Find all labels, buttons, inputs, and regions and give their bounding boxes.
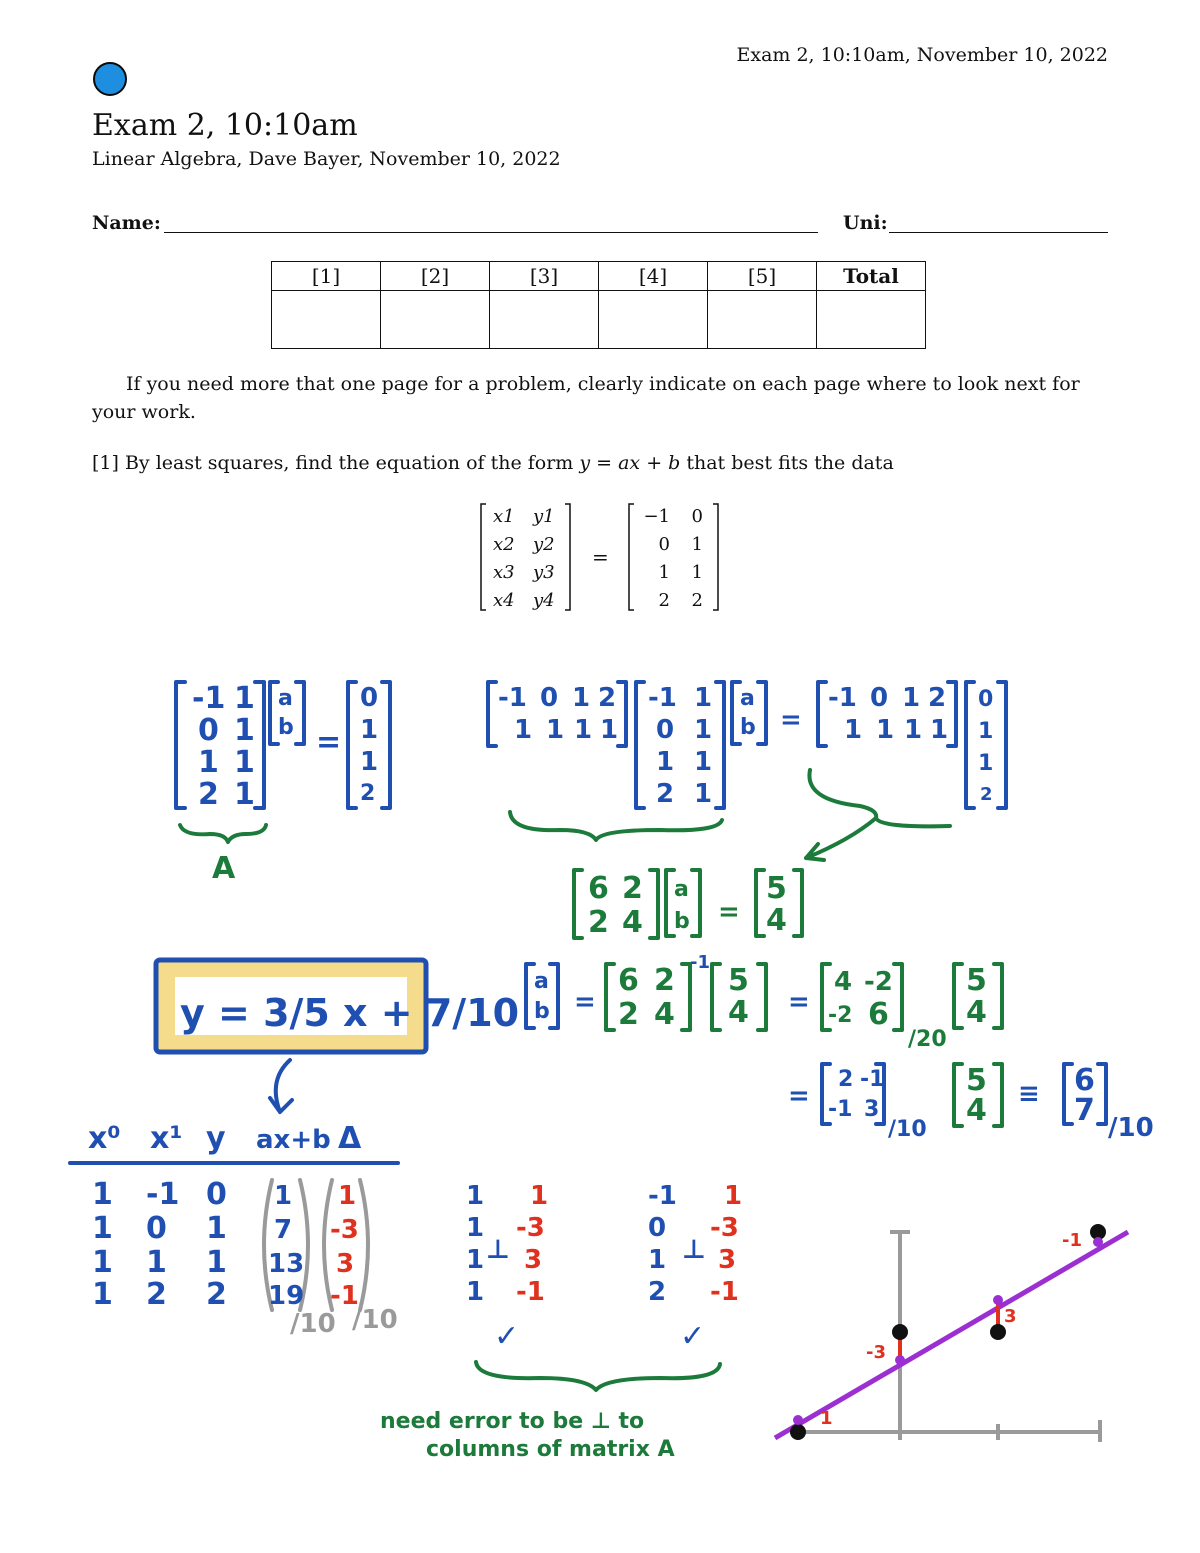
data-r1c2: 0 [691,506,703,527]
inverse-computation [526,952,1154,1143]
inv2-r2c1: -1 [828,1097,853,1122]
problem-1-text-before: By least squares, find the equation of the form [124,452,574,474]
y3: y3 [533,562,555,583]
reduced-system [574,870,802,940]
At-r1c3: 1 [572,683,591,713]
score-header-2: [2] [381,262,490,291]
plot-res-2: -3 [866,1342,886,1363]
At2-r1c2: 0 [870,683,889,713]
header-x0: x⁰ [88,1121,121,1156]
header-y: y [206,1121,226,1156]
x0-r3: 1 [92,1245,113,1280]
residual-table [70,1121,398,1339]
eq-sign-3: = [718,897,740,927]
data-r3c1: 1 [658,562,670,583]
A2-r4c2: 1 [694,779,713,809]
At2-r2c3: 1 [904,715,923,745]
delta-r4: -1 [330,1281,359,1311]
x1: x1 [493,506,515,527]
name-label: Name: [92,212,161,234]
At2-r2c4: 1 [930,715,949,745]
A2-r1c2: 1 [694,683,713,713]
aty-r1: 5 [766,871,787,906]
x4: x4 [493,590,515,611]
x1-r4: 2 [146,1277,167,1312]
ycol-r2: 1 [206,1211,227,1246]
At2-r2c1: 1 [844,715,863,745]
A-r2c2: 1 [234,713,255,748]
label-A: A [212,851,236,886]
perp-2: ⊥ [682,1235,706,1265]
y-r3: 1 [360,747,379,777]
approx-eq-sign: ≡ [1018,1079,1040,1109]
x1-r3: 1 [146,1245,167,1280]
chk2-x-r4: 2 [648,1277,667,1307]
At2-r2c2: 1 [876,715,895,745]
brace-under-A [180,825,266,842]
chk2-d-r2: -3 [710,1213,739,1243]
fit-plot [775,1224,1128,1442]
ata-r1c2: 2 [622,871,643,906]
eq-sign-2: = [780,705,802,735]
ycol-r4: 2 [206,1277,227,1312]
score-header-5: [5] [708,262,817,291]
delta-denominator: /10 [352,1305,398,1335]
instructions: If you need more that one page for a problem, clearly indicate on each page where to look next for your work. [92,373,1080,423]
eq-sign-6: = [788,1081,810,1111]
delta-r1: 1 [338,1181,357,1211]
sol-denominator: /10 [1108,1113,1154,1143]
orthogonality-checks [380,1181,742,1462]
eq-sign-4: = [574,987,596,1017]
A-r1c1: -1 [192,681,226,716]
brace-AtA [510,812,722,840]
header-fit: ax+b [256,1125,331,1155]
plot-res-3: 3 [1004,1306,1017,1327]
vec4-b: b [534,999,550,1024]
y-r4: 2 [360,781,376,806]
chk1-d-r3: 3 [524,1245,543,1275]
A-r4c1: 2 [198,777,219,812]
header-delta: Δ [338,1121,362,1156]
ata2-r1c1: 6 [618,963,639,998]
inv-denominator: /20 [908,1027,947,1052]
delta-r2: -3 [330,1215,359,1245]
sol-a: 6 [1074,1063,1095,1098]
perp-1: ⊥ [486,1235,510,1265]
chk2-x-r3: 1 [648,1245,667,1275]
chk2-x-r2: 0 [648,1213,667,1243]
aty2-r2: 4 [728,995,749,1030]
running-header: Exam 2, 10:10am, November 10, 2022 [736,44,1108,66]
ata-r2c2: 4 [622,905,643,940]
residual-segments [798,1232,1098,1432]
A-r4c2: 1 [234,777,255,812]
A2-r1c1: -1 [648,683,677,713]
data-r2c1: 0 [658,534,670,555]
eq-sign-5: = [788,987,810,1017]
data-r4c1: 2 [658,590,670,611]
At-r1c1: -1 [498,683,527,713]
ata-r2c1: 2 [588,905,609,940]
inv2-r1c2: -1 [860,1067,885,1092]
ycol-r3: 1 [206,1245,227,1280]
problem-1-label: [1] [92,452,119,474]
chk1-d-r2: -3 [516,1213,545,1243]
ata2-r2c1: 2 [618,997,639,1032]
data-r1c1: −1 [643,506,670,527]
x0-r2: 1 [92,1211,113,1246]
At2-r1c4: 2 [928,683,947,713]
score-header-total: Total [817,262,926,291]
check-2-icon: ✓ [680,1319,706,1354]
x3: x3 [493,562,515,583]
fit-r1: 1 [274,1181,293,1211]
exam-subtitle: Linear Algebra, Dave Bayer, November 10, 2022 [92,148,561,170]
vec2-b: b [740,715,756,740]
inv2-den-value: 10 [896,1117,927,1142]
y2-r3: 1 [978,751,994,776]
data-point-1 [790,1424,806,1440]
A-r3c1: 1 [198,745,219,780]
chk1-x-r2: 1 [466,1213,485,1243]
inv-r1c1: 4 [834,967,853,997]
ycol-r1: 0 [206,1177,227,1212]
fit-point-3 [993,1295,1003,1305]
A2-r2c1: 0 [656,715,675,745]
note-line-2: columns of matrix A [426,1437,675,1462]
chk2-d-r4: -1 [710,1277,739,1307]
normal-setup-equation [176,681,390,886]
ata2-r1c2: 2 [654,963,675,998]
A-r2c1: 0 [198,713,219,748]
aty3-r1: 5 [966,963,987,998]
x2: x2 [493,534,515,555]
aty4-r2: 4 [966,1093,987,1128]
inv-den-value: 20 [916,1027,947,1052]
x1-r1: -1 [146,1177,180,1212]
vec4-a: a [534,969,549,994]
delta-r3: 3 [336,1249,355,1279]
brace-checks [476,1362,720,1390]
inv2-r2c2: 3 [864,1097,880,1122]
y-r1: 0 [360,683,379,713]
chk1-x-r3: 1 [466,1245,485,1275]
At2-r1c1: -1 [828,683,857,713]
At-r2c2: 1 [546,715,565,745]
At-r1c4: 2 [598,683,617,713]
y-r2: 1 [360,715,379,745]
fit-r4: 19 [268,1281,305,1311]
vec3-a: a [674,877,689,902]
eq-sign-1: = [316,725,342,760]
chk1-x-r1: 1 [466,1181,485,1211]
A-r3c2: 1 [234,745,255,780]
arrow-to-system [806,818,876,860]
header-x1: x¹ [150,1121,183,1156]
At-r1c2: 0 [540,683,559,713]
ata2-r2c2: 4 [654,997,675,1032]
inv-r1c2: -2 [864,967,893,997]
data-point-2 [892,1324,908,1340]
vec-a: a [278,686,293,711]
uni-label: Uni: [843,212,888,234]
chk2-d-r3: 3 [718,1245,737,1275]
normal-equations [488,682,1006,860]
inv2-denominator: /10 [888,1117,927,1142]
plot-res-4: -1 [1062,1230,1082,1251]
answer-equation: y = 3/5 x + 7/10 [180,991,520,1035]
score-header-4: [4] [599,262,708,291]
chk1-d-r1: 1 [530,1181,549,1211]
y2-r2: 1 [978,719,994,744]
fit-r2: 7 [274,1215,293,1245]
brace-Aty [809,770,950,826]
x0-r4: 1 [92,1277,113,1312]
At-r2c4: 1 [600,715,619,745]
note-line-1: need error to be ⊥ to [380,1409,645,1434]
equals-sign: = [592,545,609,569]
plot-res-1: 1 [820,1408,833,1429]
chk1-d-r4: -1 [516,1277,545,1307]
inv2-r1c1: 2 [838,1067,854,1092]
At2-r1c3: 1 [902,683,921,713]
fit-denominator: /10 [290,1309,336,1339]
A2-r4c1: 2 [656,779,675,809]
data-r4c2: 2 [691,590,703,611]
check-1-icon: ✓ [494,1319,520,1354]
A2-r3c1: 1 [656,747,675,777]
x1-r2: 0 [146,1211,167,1246]
boxed-answer [156,960,519,1112]
aty-r2: 4 [766,903,787,938]
x0-r1: 1 [92,1177,113,1212]
score-header-1: [1] [272,262,381,291]
data-r2c2: 1 [691,534,703,555]
A-r1c2: 1 [234,681,255,716]
fit-point-1 [793,1415,803,1425]
aty4-r1: 5 [966,1063,987,1098]
sol-b: 7 [1074,1093,1095,1128]
vec-b: b [278,715,294,740]
y1: y1 [533,506,555,527]
inverse-exponent: -1 [690,952,710,973]
y2-r1: 0 [978,687,994,712]
ata-r1c1: 6 [588,871,609,906]
At-r2c1: 1 [514,715,533,745]
problem-1-equation: y = ax + b [579,452,681,474]
sol-den-value: 10 [1117,1113,1154,1143]
inv-r2c2: 6 [868,997,889,1032]
aty2-r1: 5 [728,963,749,998]
arrow-to-table [270,1060,292,1112]
chk2-d-r1: 1 [724,1181,743,1211]
A2-r3c2: 1 [694,747,713,777]
vec2-a: a [740,686,755,711]
vec3-b: b [674,909,690,934]
chk2-x-r1: -1 [648,1181,677,1211]
score-header-3: [3] [490,262,599,291]
y4: y4 [533,590,555,611]
aty3-r2: 4 [966,995,987,1030]
y2: y2 [533,534,555,555]
At-r2c3: 1 [574,715,593,745]
fit-r3: 13 [268,1249,305,1279]
fit-point-2 [895,1355,905,1365]
y2-r4: 2 [980,784,993,805]
data-r3c2: 1 [691,562,703,583]
problem-1-text-after: that best fits the data [686,452,894,474]
inv-r2c1: -2 [828,1003,853,1028]
fit-point-4 [1093,1237,1103,1247]
exam-title: Exam 2, 10:10am [92,108,358,143]
chk1-x-r4: 1 [466,1277,485,1307]
A2-r2c2: 1 [694,715,713,745]
